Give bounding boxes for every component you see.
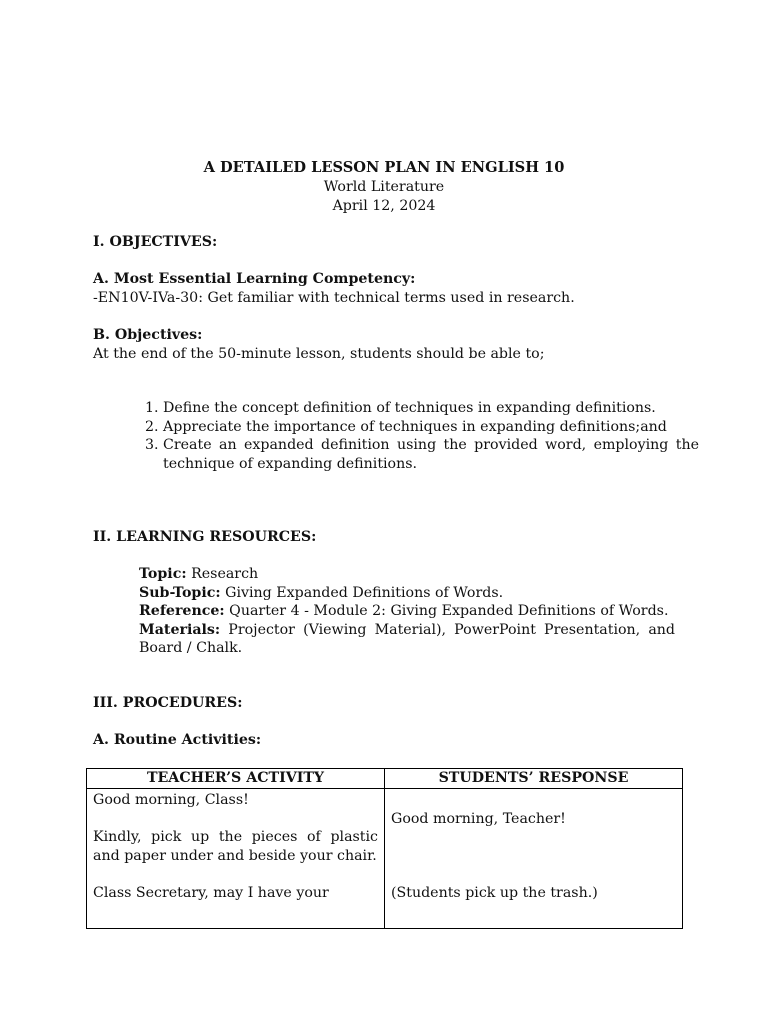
subtopic-value: Giving Expanded Definitions of Words. xyxy=(220,584,504,601)
objectives-list xyxy=(139,399,699,473)
reference-value: Quarter 4 - Module 2: Giving Expanded Definitions of Words. xyxy=(224,603,669,619)
document-date: April 12, 2024 xyxy=(332,198,436,214)
student-line: Good morning, Teacher! xyxy=(391,810,566,827)
competency-text: -EN10V-IVa-30: Get familiar with technical terms used in research. xyxy=(93,290,575,306)
teacher-line: Good morning, Class! xyxy=(93,792,249,808)
procedures-heading: III. PROCEDURES: xyxy=(93,695,243,711)
objective-item: 3. Create an expanded definition using the provided word, employing the technique of expanding definitions. xyxy=(163,436,699,473)
objective-item: 1. Define the concept definition of techniques in expanding definitions. xyxy=(163,399,699,418)
sub-objectives-heading: B. Objectives: xyxy=(93,327,203,343)
subtopic-line xyxy=(139,584,675,603)
students-response-cell xyxy=(385,789,683,929)
table-row xyxy=(87,789,683,929)
topic-line xyxy=(139,565,675,584)
topic-value: Research xyxy=(186,566,259,582)
topic-label: Topic: xyxy=(139,566,187,582)
student-line: (Students pick up the trash.) xyxy=(391,884,598,901)
competency-heading: A. Most Essential Learning Competency: xyxy=(93,271,416,287)
objective-item: 2. Appreciate the importance of techniques in expanding definitions;and xyxy=(163,418,699,437)
learning-resources-heading: II. LEARNING RESOURCES: xyxy=(93,529,317,545)
subtopic-label: Sub-Topic: xyxy=(139,584,221,601)
table-header-row xyxy=(87,769,683,789)
routine-activities-heading: A. Routine Activities: xyxy=(93,732,262,748)
reference-line xyxy=(139,602,675,621)
objectives-intro: At the end of the 50-minute lesson, students should be able to; xyxy=(93,346,545,362)
routine-activities-table xyxy=(86,768,683,929)
teacher-activity-cell xyxy=(87,789,385,929)
document-subject: World Literature xyxy=(323,179,445,195)
teacher-line: Class Secretary, may I have your xyxy=(93,884,329,901)
materials-value: Projector (Viewing Material), PowerPoint Presentation, and Board / Chalk. xyxy=(139,621,675,656)
teacher-line: Kindly, pick up the pieces of plastic and paper under and beside your chair. xyxy=(93,829,378,864)
learning-resources-list xyxy=(139,565,675,658)
reference-label: Reference: xyxy=(139,603,225,619)
students-response-header: STUDENTS’ RESPONSE xyxy=(385,769,683,789)
teacher-activity-header: TEACHER’S ACTIVITY xyxy=(87,769,385,789)
materials-line xyxy=(139,621,675,658)
document-title: A DETAILED LESSON PLAN IN ENGLISH 10 xyxy=(203,159,565,176)
objectives-heading: I. OBJECTIVES: xyxy=(93,234,218,250)
materials-label: Materials: xyxy=(139,621,221,638)
